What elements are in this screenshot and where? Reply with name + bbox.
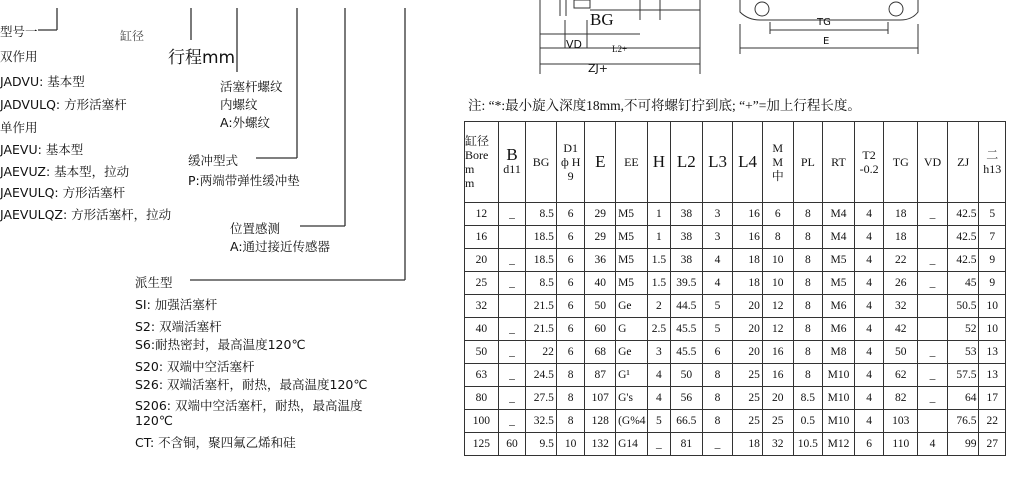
table-cell: 4 [854,226,884,249]
table-cell: 16 [733,203,763,226]
table-cell: _ [498,410,525,433]
table-cell: 52 [947,318,979,341]
table-cell: 9 [979,249,1006,272]
s206-temp-label: 120℃ [135,413,173,428]
table-header-row [465,122,1006,203]
table-cell: 8 [702,387,733,410]
table-cell: 8 [793,341,823,364]
table-cell: 6 [702,341,733,364]
header-line: EE [624,155,639,169]
table-cell: M5 [616,203,648,226]
table-cell: 6 [556,341,585,364]
table-cell: 3 [702,226,733,249]
table-cell: 125 [465,433,499,456]
header-line: h13 [983,162,1002,176]
table-cell: 4 [854,318,884,341]
table-cell: 110 [884,433,918,456]
header-line: ф H [560,155,581,169]
table-cell: Ge [616,295,648,318]
cushion-p-label: P:两端带弹性缓冲垫 [188,173,300,188]
table-cell: 9 [979,272,1006,295]
table-cell: 99 [947,433,979,456]
table-cell: 60 [498,433,525,456]
table-cell: 44.5 [671,295,703,318]
table-cell: 8.5 [526,203,557,226]
table-cell: 42.5 [947,249,979,272]
header-line: PL [800,155,815,169]
table-cell: G's [616,387,648,410]
table-cell: 45.5 [671,341,703,364]
table-cell: 29 [585,203,616,226]
table-cell: 20 [733,318,763,341]
table-header-cell [823,122,855,203]
table-cell: _ [918,364,948,387]
table-cell: 10 [762,249,793,272]
header-line: E [595,152,606,171]
table-cell: 17 [979,387,1006,410]
table-cell: 80 [465,387,499,410]
table-cell: M10 [823,387,855,410]
table-cell: 39.5 [671,272,703,295]
table-cell: 4 [854,364,884,387]
table-header-cell [762,122,793,203]
table-row [465,433,1006,456]
table-cell: M4 [823,203,855,226]
table-cell: 81 [671,433,703,456]
table-cell: 18 [733,433,763,456]
table-cell: 8 [793,249,823,272]
header-line: M [772,155,784,169]
table-header-cell [498,122,525,203]
table-cell: 8 [793,364,823,387]
l2-dimension: L2+ [612,44,628,54]
header-line: d11 [503,162,521,176]
table-cell: G¹ [616,364,648,387]
table-cell: 27 [979,433,1006,456]
table-cell: 66.5 [671,410,703,433]
table-cell: 8 [793,226,823,249]
table-cell: _ [498,203,525,226]
table-header-cell [585,122,616,203]
table-cell: 4 [854,295,884,318]
table-cell: 4 [854,387,884,410]
header-line: H [652,152,666,171]
table-cell: 27.5 [526,387,557,410]
table-cell: 50 [671,364,703,387]
table-cell: 4 [854,203,884,226]
ct-label: CT: 不含铜，聚四氟乙烯和硅 [135,435,296,450]
table-cell: 6 [556,203,585,226]
table-cell: _ [918,272,948,295]
table-cell: 128 [585,410,616,433]
outer-thread-label: A:外螺纹 [220,115,271,130]
table-cell: M10 [823,364,855,387]
table-cell: M4 [823,226,855,249]
table-cell: 2.5 [647,318,670,341]
header-line: Bore [465,148,489,162]
table-cell: 1.5 [647,249,670,272]
table-cell: 16 [762,364,793,387]
header-line: ZJ [957,155,970,169]
table-header-cell [647,122,670,203]
table-cell: 25 [733,387,763,410]
table-header-cell [671,122,703,203]
table-header-cell [702,122,733,203]
table-cell: 6 [556,272,585,295]
table-cell: 20 [733,341,763,364]
table-cell: 8.5 [793,387,823,410]
table-cell: 42.5 [947,226,979,249]
table-cell: 4 [702,249,733,272]
table-cell: 25 [762,410,793,433]
table-cell: 60 [585,318,616,341]
header-line: L4 [738,152,758,171]
table-cell: 25 [733,364,763,387]
table-cell: 24.5 [526,364,557,387]
table-row [465,226,1006,249]
single-acting-label: 单作用 [0,120,38,135]
table-cell: 20 [762,387,793,410]
table-cell: 100 [465,410,499,433]
table-cell: _ [498,272,525,295]
table-cell: 62 [884,364,918,387]
header-line: m [465,176,475,190]
table-cell: 4 [854,341,884,364]
table-cell: M6 [823,295,855,318]
proximity-label: A:通过接近传感器 [230,239,331,254]
table-cell: 22 [526,341,557,364]
table-cell: 40 [465,318,499,341]
table-cell: 18 [884,226,918,249]
table-cell: 7 [979,226,1006,249]
header-line: 9 [567,169,574,183]
table-cell: 25 [465,272,499,295]
table-cell: 22 [884,249,918,272]
table-header-cell [793,122,823,203]
table-cell: 6 [556,226,585,249]
table-row [465,387,1006,410]
table-cell: _ [498,318,525,341]
table-cell: 5 [702,318,733,341]
derived-label: 派生型 [135,275,173,290]
table-cell: 6 [762,203,793,226]
header-line: M [772,141,784,155]
table-cell [498,295,525,318]
table-cell: 8 [702,410,733,433]
table-cell: 1.5 [647,272,670,295]
s26-label: S26: 双端活塞杆，耐热，最高温度120℃ [135,377,368,392]
table-cell: 4 [647,364,670,387]
table-cell: 32 [465,295,499,318]
table-row [465,341,1006,364]
table-cell: M8 [823,341,855,364]
table-cell: _ [647,433,670,456]
table-cell: 21.5 [526,295,557,318]
table-cell: 56 [671,387,703,410]
table-cell: 6 [556,295,585,318]
table-cell: 8 [793,203,823,226]
table-cell: 50 [585,295,616,318]
table-cell: 87 [585,364,616,387]
table-cell: 22 [979,410,1006,433]
table-cell: 5 [647,410,670,433]
header-line: m [465,162,475,176]
table-cell: 21.5 [526,318,557,341]
table-cell: M5 [616,226,648,249]
table-row [465,318,1006,341]
table-cell: Ge [616,341,648,364]
table-cell: 63 [465,364,499,387]
tg-dimension: TG [817,17,831,28]
table-header-cell [854,122,884,203]
e-dimension: E [823,36,830,47]
table-cell: 5 [979,203,1006,226]
table-cell: (G%4 [616,410,648,433]
table-cell: 4 [647,387,670,410]
header-line: -0.2 [859,162,879,176]
table-cell: 50.5 [947,295,979,318]
table-cell: M6 [823,318,855,341]
table-cell: 18 [733,272,763,295]
table-cell: 4 [918,433,948,456]
table-cell: 38 [671,249,703,272]
table-cell: 8.5 [526,272,557,295]
jaevulq-label: JAEVULQ: 方形活塞杆 [0,185,126,200]
table-cell: G [616,318,648,341]
table-cell: 4 [702,272,733,295]
model-no-label: 型号一 [0,24,38,39]
bore-label: 缸径 [120,29,145,43]
table-cell: 2 [647,295,670,318]
table-cell: 8 [556,410,585,433]
s2-label: S2: 双端活塞杆 [135,319,222,334]
table-cell: 6 [556,249,585,272]
stroke-label: 行程mm [168,48,236,68]
table-cell: _ [498,387,525,410]
table-row [465,410,1006,433]
table-cell [918,295,948,318]
header-line: TG [892,155,909,169]
bg-dimension: BG [590,10,614,29]
table-cell: 68 [585,341,616,364]
table-cell: 10.5 [793,433,823,456]
header-line: D1 [563,141,579,155]
table-cell: 32.5 [526,410,557,433]
table-header-cell [616,122,648,203]
table-cell: _ [918,203,948,226]
table-cell: 4 [854,410,884,433]
table-cell: 9.5 [526,433,557,456]
header-line: B [506,145,518,164]
s1-label: SI: 加强活塞杆 [135,297,218,312]
table-cell: 40 [585,272,616,295]
table-header-cell [556,122,585,203]
header-line: L3 [708,152,727,171]
table-cell [918,318,948,341]
table-cell: 10 [762,272,793,295]
header-line: L2 [676,152,696,171]
s6-label: S6:耐热密封，最高温度120℃ [135,337,306,352]
table-cell: M10 [823,410,855,433]
table-cell: 18 [733,249,763,272]
table-cell: 18.5 [526,226,557,249]
table-cell: 50 [884,341,918,364]
table-cell [918,410,948,433]
table-cell: 32 [762,433,793,456]
table-header-cell [947,122,979,203]
header-line: RT [831,155,846,169]
jaevu-label: JAEVU: 基本型 [0,142,84,157]
dimension-drawing [0,0,1024,90]
table-cell: 18 [884,203,918,226]
table-cell: 8 [793,295,823,318]
table-cell: 6 [556,318,585,341]
table-cell: 20 [733,295,763,318]
table-cell: 3 [647,341,670,364]
header-line: T2 [862,148,876,162]
table-cell: _ [498,341,525,364]
table-cell: 38 [671,203,703,226]
jadvulq-label: JADVULQ: 方形活塞杆 [0,97,127,112]
table-cell: M5 [616,272,648,295]
table-cell: M5 [823,272,855,295]
table-cell: 13 [979,364,1006,387]
table-cell: 45 [947,272,979,295]
table-cell: 8 [793,318,823,341]
table-cell: 12 [465,203,499,226]
double-acting-label: 双作用 [0,49,38,64]
table-cell: M5 [616,249,648,272]
table-cell: 10 [556,433,585,456]
table-cell: 16 [465,226,499,249]
table-cell: G14 [616,433,648,456]
rod-thread-label: 活塞杆螺纹 [220,79,283,94]
table-cell: 6 [854,433,884,456]
table-cell [918,226,948,249]
table-cell: 10 [979,318,1006,341]
table-cell: 20 [465,249,499,272]
table-cell: 5 [702,295,733,318]
inner-thread-label: 内螺纹 [220,97,258,112]
table-cell: _ [498,364,525,387]
table-cell: 4 [854,249,884,272]
table-cell: _ [498,249,525,272]
table-header-cell [918,122,948,203]
table-cell: 26 [884,272,918,295]
table-cell: 36 [585,249,616,272]
table-cell: 18.5 [526,249,557,272]
table-cell: 8 [702,364,733,387]
table-cell: 0.5 [793,410,823,433]
table-cell: 12 [762,295,793,318]
table-cell: 45.5 [671,318,703,341]
jadvu-label: JADVU: 基本型 [0,74,85,89]
table-cell: _ [702,433,733,456]
table-row [465,203,1006,226]
table-cell: 8 [762,226,793,249]
jaevulqz-label: JAEVULQZ: 方形活塞杆，拉动 [0,207,172,222]
table-row [465,249,1006,272]
table-header-cell [979,122,1006,203]
table-cell: 76.5 [947,410,979,433]
table-cell: 103 [884,410,918,433]
table-cell: M5 [823,249,855,272]
table-cell: 64 [947,387,979,410]
header-line: VD [923,155,942,169]
table-cell: 8 [556,364,585,387]
table-note: 注: “*:最小旋入深度18mm,不可将螺钉拧到底; “+”=加上行程长度。 [468,98,861,113]
table-cell: M12 [823,433,855,456]
table-row [465,272,1006,295]
table-cell: 16 [762,341,793,364]
s20-label: S20: 双端中空活塞杆 [135,359,255,374]
header-line: 中 [771,169,784,183]
table-cell: 8 [556,387,585,410]
table-cell: 8 [793,272,823,295]
position-sense-label: 位置感测 [230,221,281,236]
table-cell: 10 [979,295,1006,318]
table-cell: 1 [647,203,670,226]
table-cell: 132 [585,433,616,456]
table-header-cell [465,122,499,203]
table-cell: 25 [733,410,763,433]
header-line: 缸径 [465,134,490,148]
table-cell: 42.5 [947,203,979,226]
table-cell: 38 [671,226,703,249]
table-row [465,364,1006,387]
table-header-cell [884,122,918,203]
table-row [465,295,1006,318]
table-cell: 16 [733,226,763,249]
table-cell: 1 [647,226,670,249]
table-cell: _ [918,341,948,364]
cushion-label: 缓冲型式 [188,153,239,168]
table-cell: 12 [762,318,793,341]
zj-dimension: ZJ+ [588,62,608,75]
table-cell [498,226,525,249]
header-line: BG [532,155,550,169]
table-cell: 3 [702,203,733,226]
table-cell: 50 [465,341,499,364]
table-cell: 4 [854,272,884,295]
table-cell: 57.5 [947,364,979,387]
jaevuz-label: JAEVUZ: 基本型，拉动 [0,164,130,179]
s206-label: S206: 双端中空活塞杆，耐热，最高温度 [135,398,363,413]
table-cell: 32 [884,295,918,318]
header-line: 二 [986,148,999,162]
table-cell: 29 [585,226,616,249]
table-cell: _ [918,249,948,272]
table-cell: _ [918,387,948,410]
table-cell: 13 [979,341,1006,364]
table-cell: 82 [884,387,918,410]
table-cell: 42 [884,318,918,341]
table-cell: 53 [947,341,979,364]
table-header-cell [733,122,763,203]
table-header-cell [526,122,557,203]
dimension-table [464,121,1006,456]
table-cell: 107 [585,387,616,410]
vd-dimension: VD [566,38,582,51]
